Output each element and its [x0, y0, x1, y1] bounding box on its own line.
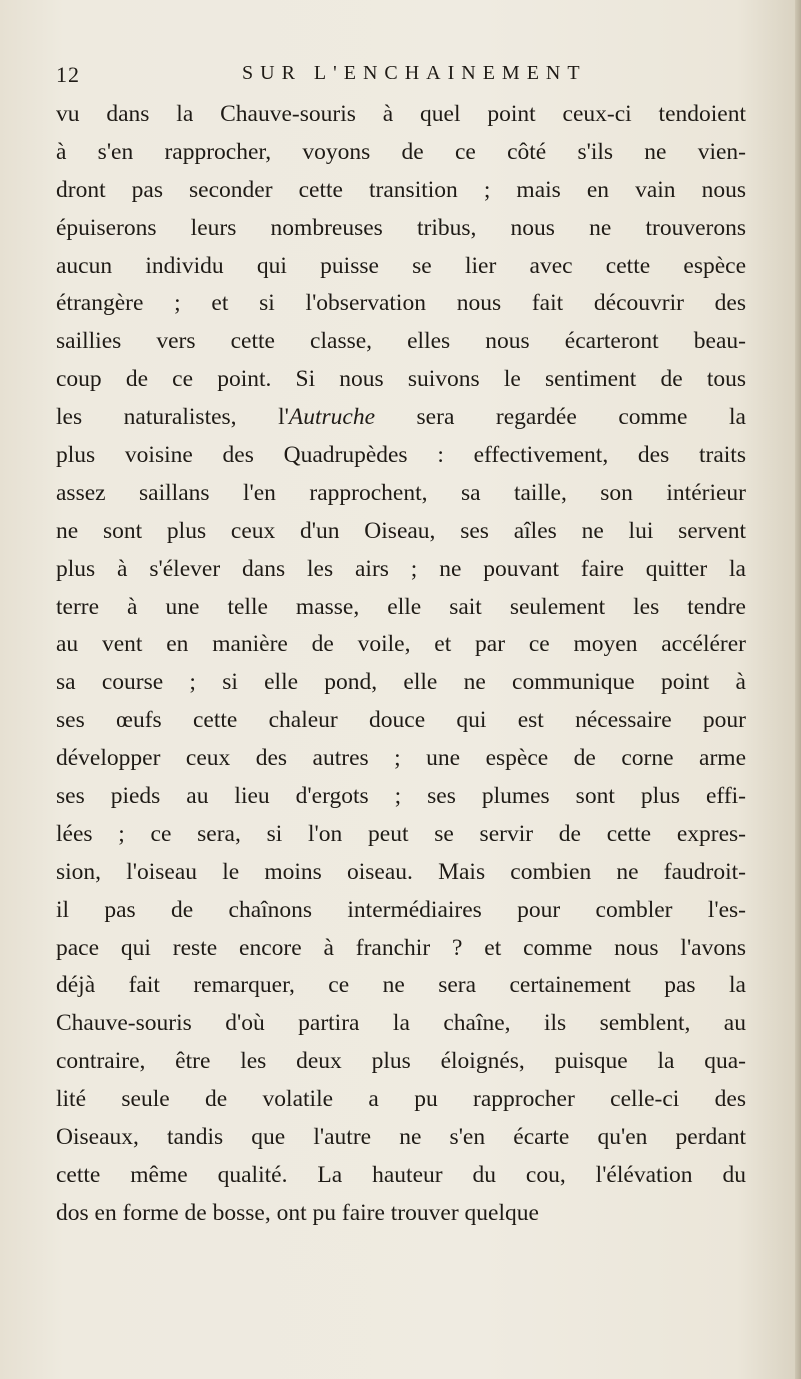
body-text — [56, 96, 746, 1233]
text-line: au vent en manière de voile, et par ce moyen accélérer — [56, 631, 746, 658]
text-line: sion, l'oiseau le moins oiseau. Mais combien ne faudroit- — [56, 858, 746, 885]
text-line: développer ceux des autres ; une espèce de corne arme — [56, 745, 746, 772]
text-line: ne sont plus ceux d'un Oiseau, ses aîles ne lui servent — [56, 517, 746, 544]
text-line: vu dans la Chauve-souris à quel point ceux-ci tendoient — [56, 101, 746, 127]
text-line: aucun individu qui puisse se lier avec cette espèce — [56, 252, 746, 279]
text-line: contraire, être les deux plus éloignés, puisque la qua- — [56, 1048, 746, 1075]
text-line: à s'en rapprocher, voyons de ce côté s'ils ne vien- — [56, 138, 746, 165]
text-line: Oiseaux, tandis que l'autre ne s'en écarte qu'en perdant — [56, 1124, 746, 1151]
text-line: sa course ; si elle pond, elle ne communique point à — [56, 669, 746, 696]
page-header — [52, 62, 752, 92]
text-segment: sera regardée comme la — [375, 404, 746, 431]
text-line: il pas de chaînons intermédiaires pour combler l'es- — [56, 896, 746, 923]
page-number: 12 — [56, 62, 80, 87]
text-line: épuiserons leurs nombreuses tribus, nous ne trouverons — [56, 214, 746, 241]
text-line: ses œufs cette chaleur douce qui est nécessaire pour — [56, 707, 746, 734]
text-line: assez saillans l'en rapprochent, sa taille, son intérieur — [56, 479, 746, 506]
text-line: cette même qualité. La hauteur du cou, l'élévation du — [56, 1161, 746, 1188]
text-line: plus à s'élever dans les airs ; ne pouvant faire quitter la — [56, 555, 746, 582]
text-line: déjà fait remarquer, ce ne sera certainement pas la — [56, 972, 746, 999]
text-line: dos en forme de bosse, ont pu faire trouver quelque — [56, 1199, 539, 1226]
text-line: coup de ce point. Si nous suivons le sentiment de tous — [56, 366, 746, 393]
text-line: plus voisine des Quadrupèdes : effectivement, des traits — [56, 442, 746, 469]
running-title: SUR L'ENCHAINEMENT — [242, 62, 587, 84]
text-line-with-italic — [56, 399, 746, 437]
text-line: étrangère ; et si l'observation nous fait découvrir des — [56, 290, 746, 317]
page-edge-shadow — [795, 0, 801, 1379]
text-line: pace qui reste encore à franchir ? et comme nous l'avons — [56, 934, 746, 961]
text-line: lité seule de volatile a pu rapprocher celle-ci des — [56, 1086, 746, 1113]
italic-term: Autruche — [288, 404, 375, 431]
text-segment: les naturalistes, l' — [56, 404, 289, 431]
text-line: saillies vers cette classe, elles nous écarteront beau- — [56, 328, 746, 355]
text-line: dront pas seconder cette transition ; mais en vain nous — [56, 176, 746, 203]
text-line: Chauve-souris d'où partira la chaîne, ils semblent, au — [56, 1010, 746, 1037]
text-line: lées ; ce sera, si l'on peut se servir de cette expres- — [56, 820, 746, 847]
text-line: ses pieds au lieu d'ergots ; ses plumes sont plus effi- — [56, 783, 746, 810]
text-line: terre à une telle masse, elle sait seulement les tendre — [56, 593, 746, 620]
